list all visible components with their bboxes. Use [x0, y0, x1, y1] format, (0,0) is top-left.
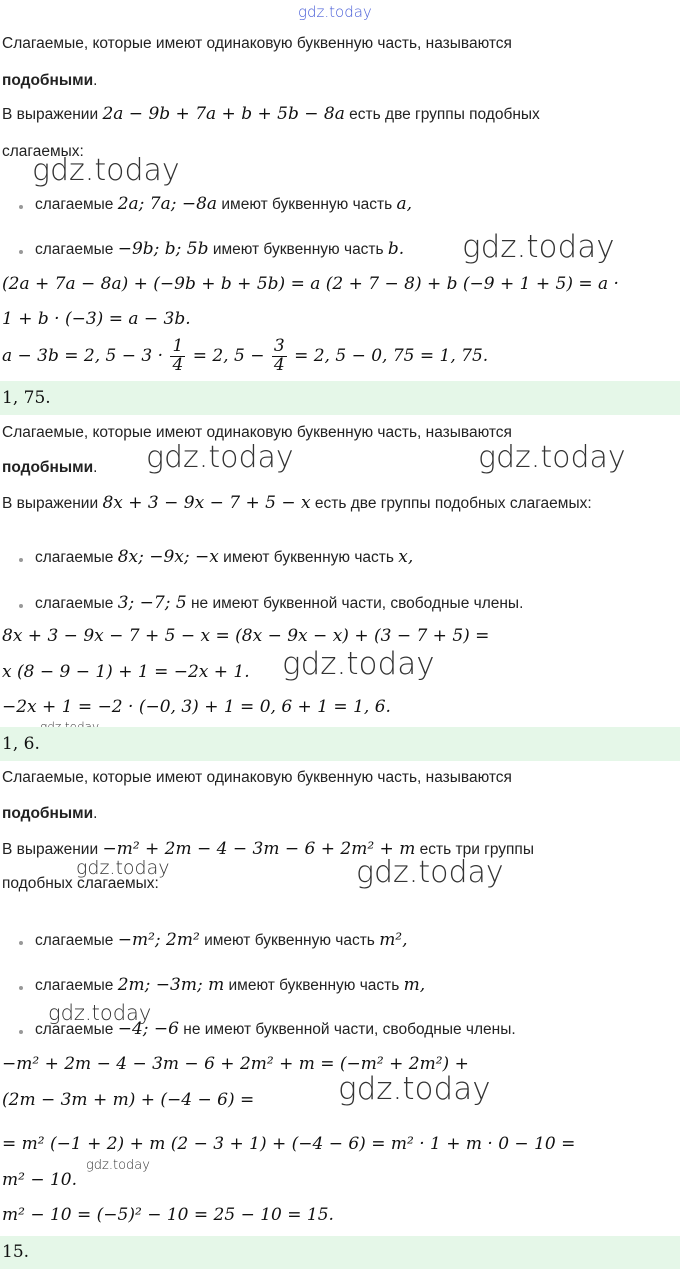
bullet-dot	[19, 558, 23, 562]
list-item	[35, 194, 412, 214]
period: .	[93, 805, 98, 822]
watermark: gdz.today	[356, 855, 504, 890]
answer-value: 1, 75.	[2, 388, 51, 408]
item-math: −4; −6	[117, 1019, 179, 1039]
item-math: 8x; −9x; −x	[117, 547, 219, 567]
fraction-numerator: 1	[172, 336, 184, 356]
item-prefix: слагаемые	[35, 977, 114, 994]
expr-prefix: В выражении	[2, 495, 99, 512]
answer-value: 1, 6.	[2, 734, 40, 754]
bold-term-line	[2, 72, 97, 90]
list-item	[35, 975, 425, 995]
solution-line: m² − 10 = (−5)² − 10 = 25 − 10 = 15.	[2, 1205, 334, 1225]
answer-box	[0, 727, 680, 761]
bullet-dot	[19, 1030, 23, 1034]
expression: 8x + 3 − 9x − 7 + 5 − x	[102, 493, 311, 513]
bold-term-line	[2, 805, 97, 823]
bullet-dot	[19, 604, 23, 608]
fraction-numerator: 3	[273, 336, 285, 356]
expression: −m² + 2m − 4 − 3m − 6 + 2m² + m	[102, 839, 416, 859]
bold-term: подобными	[2, 459, 94, 476]
watermark: gdz.today	[462, 229, 615, 265]
answer-box	[0, 1236, 680, 1269]
watermark: gdz.today	[338, 1071, 491, 1107]
item-math: 3; −7; 5	[117, 593, 187, 613]
solution-line: 1 + b · (−3) = a − 3b.	[2, 309, 191, 329]
bold-term-line	[2, 459, 97, 477]
expr-suffix-continued: подобных слагаемых:	[2, 875, 159, 892]
period: .	[93, 72, 98, 89]
item-math: 2a; 7a; −8a	[117, 194, 218, 214]
fraction-denominator: 4	[172, 354, 184, 375]
intro-text: Слагаемые, которые имеют одинаковую буквенную часть, называются	[2, 35, 512, 52]
item-text: имеют буквенную часть	[212, 241, 384, 258]
list-item	[35, 593, 523, 613]
bullet-dot	[19, 250, 23, 254]
item-prefix: слагаемые	[35, 196, 114, 213]
intro-text: Слагаемые, которые имеют одинаковую буквенную часть, называются	[2, 424, 512, 441]
expr-suffix: есть две группы подобных	[349, 106, 540, 123]
list-item	[35, 1019, 516, 1039]
item-prefix: слагаемые	[35, 549, 114, 566]
watermark: gdz.today	[86, 1158, 150, 1173]
watermark: gdz.today	[48, 1001, 152, 1025]
item-var: a,	[396, 194, 413, 214]
solution-line: = m² (−1 + 2) + m (2 − 3 + 1) + (−4 − 6) = m² · 1 + m · 0 − 10 =	[2, 1134, 576, 1154]
watermark: gdz.today	[282, 646, 435, 682]
item-prefix: слагаемые	[35, 241, 114, 258]
bold-term: подобными	[2, 805, 94, 822]
item-text: имеют буквенную часть	[228, 977, 400, 994]
watermark: gdz.today	[76, 857, 170, 879]
solution-line: (2m − 3m + m) + (−4 − 6) =	[2, 1090, 255, 1110]
bullet-dot	[19, 986, 23, 990]
list-item	[35, 547, 413, 567]
expression-line	[2, 493, 592, 513]
item-text: имеют буквенную часть	[204, 932, 375, 949]
expr-suffix: есть три группы	[419, 841, 534, 858]
watermark: gdz.today	[146, 440, 294, 475]
item-var: m²,	[379, 930, 408, 950]
bullet-dot	[19, 205, 23, 209]
watermark: gdz.today	[298, 3, 372, 21]
item-text: имеют буквенную часть	[223, 549, 394, 566]
bullet-dot	[19, 941, 23, 945]
answer-box	[0, 381, 680, 415]
item-math: −m²; 2m²	[117, 930, 200, 950]
item-text: имеют буквенную часть	[221, 196, 393, 213]
bold-term: подобными	[2, 72, 94, 89]
expr-prefix: В выражении	[2, 841, 99, 858]
watermark: gdz.today	[32, 153, 180, 188]
item-prefix: слагаемые	[35, 1021, 114, 1038]
expr-prefix: В выражении	[2, 106, 99, 123]
list-item	[35, 239, 404, 259]
item-var: x,	[398, 547, 414, 567]
fraction	[170, 338, 185, 375]
period: .	[93, 459, 98, 476]
answer-value: 15.	[2, 1242, 30, 1262]
solution-line: 8x + 3 − 9x − 7 + 5 − x = (8x − 9x − x) + (3 − 7 + 5) =	[2, 626, 490, 646]
fraction	[272, 338, 287, 375]
expr-suffix-continued: слагаемых:	[2, 143, 84, 160]
item-prefix: слагаемые	[35, 595, 114, 612]
expr-suffix: есть две группы подобных слагаемых:	[314, 495, 592, 512]
solution-line: −m² + 2m − 4 − 3m − 6 + 2m² + m = (−m² + 2m²) +	[2, 1054, 469, 1074]
expression-line	[2, 104, 540, 124]
item-text: не имеют буквенной части, свободные члены.	[190, 595, 524, 612]
solution-line: x (8 − 9 − 1) + 1 = −2x + 1.	[2, 662, 250, 682]
fraction-denominator: 4	[273, 354, 285, 375]
watermark: gdz.today	[478, 440, 626, 475]
calc-part: a − 3b = 2, 5 − 3 ·	[2, 345, 164, 366]
calc-part: = 2, 5 − 0, 75 = 1, 75.	[294, 345, 489, 366]
item-text: не имеют буквенной части, свободные члены.	[183, 1021, 516, 1038]
item-math: 2m; −3m; m	[117, 975, 225, 995]
solution-line: m² − 10.	[2, 1170, 78, 1190]
item-var: m,	[403, 975, 426, 995]
item-math: −9b; b; 5b	[117, 239, 209, 259]
expression: 2a − 9b + 7a + b + 5b − 8a	[102, 104, 345, 124]
item-var: b.	[387, 239, 405, 259]
solution-line	[2, 338, 488, 375]
intro-text: Слагаемые, которые имеют одинаковую буквенную часть, называются	[2, 769, 512, 786]
calc-part: = 2, 5 −	[192, 345, 265, 366]
solution-line: −2x + 1 = −2 · (−0, 3) + 1 = 0, 6 + 1 = 1, 6.	[2, 697, 391, 717]
solution-line: (2a + 7a − 8a) + (−9b + b + 5b) = a (2 + 7 − 8) + b (−9 + 1 + 5) = a ·	[2, 274, 619, 294]
list-item	[35, 930, 408, 950]
item-prefix: слагаемые	[35, 932, 114, 949]
